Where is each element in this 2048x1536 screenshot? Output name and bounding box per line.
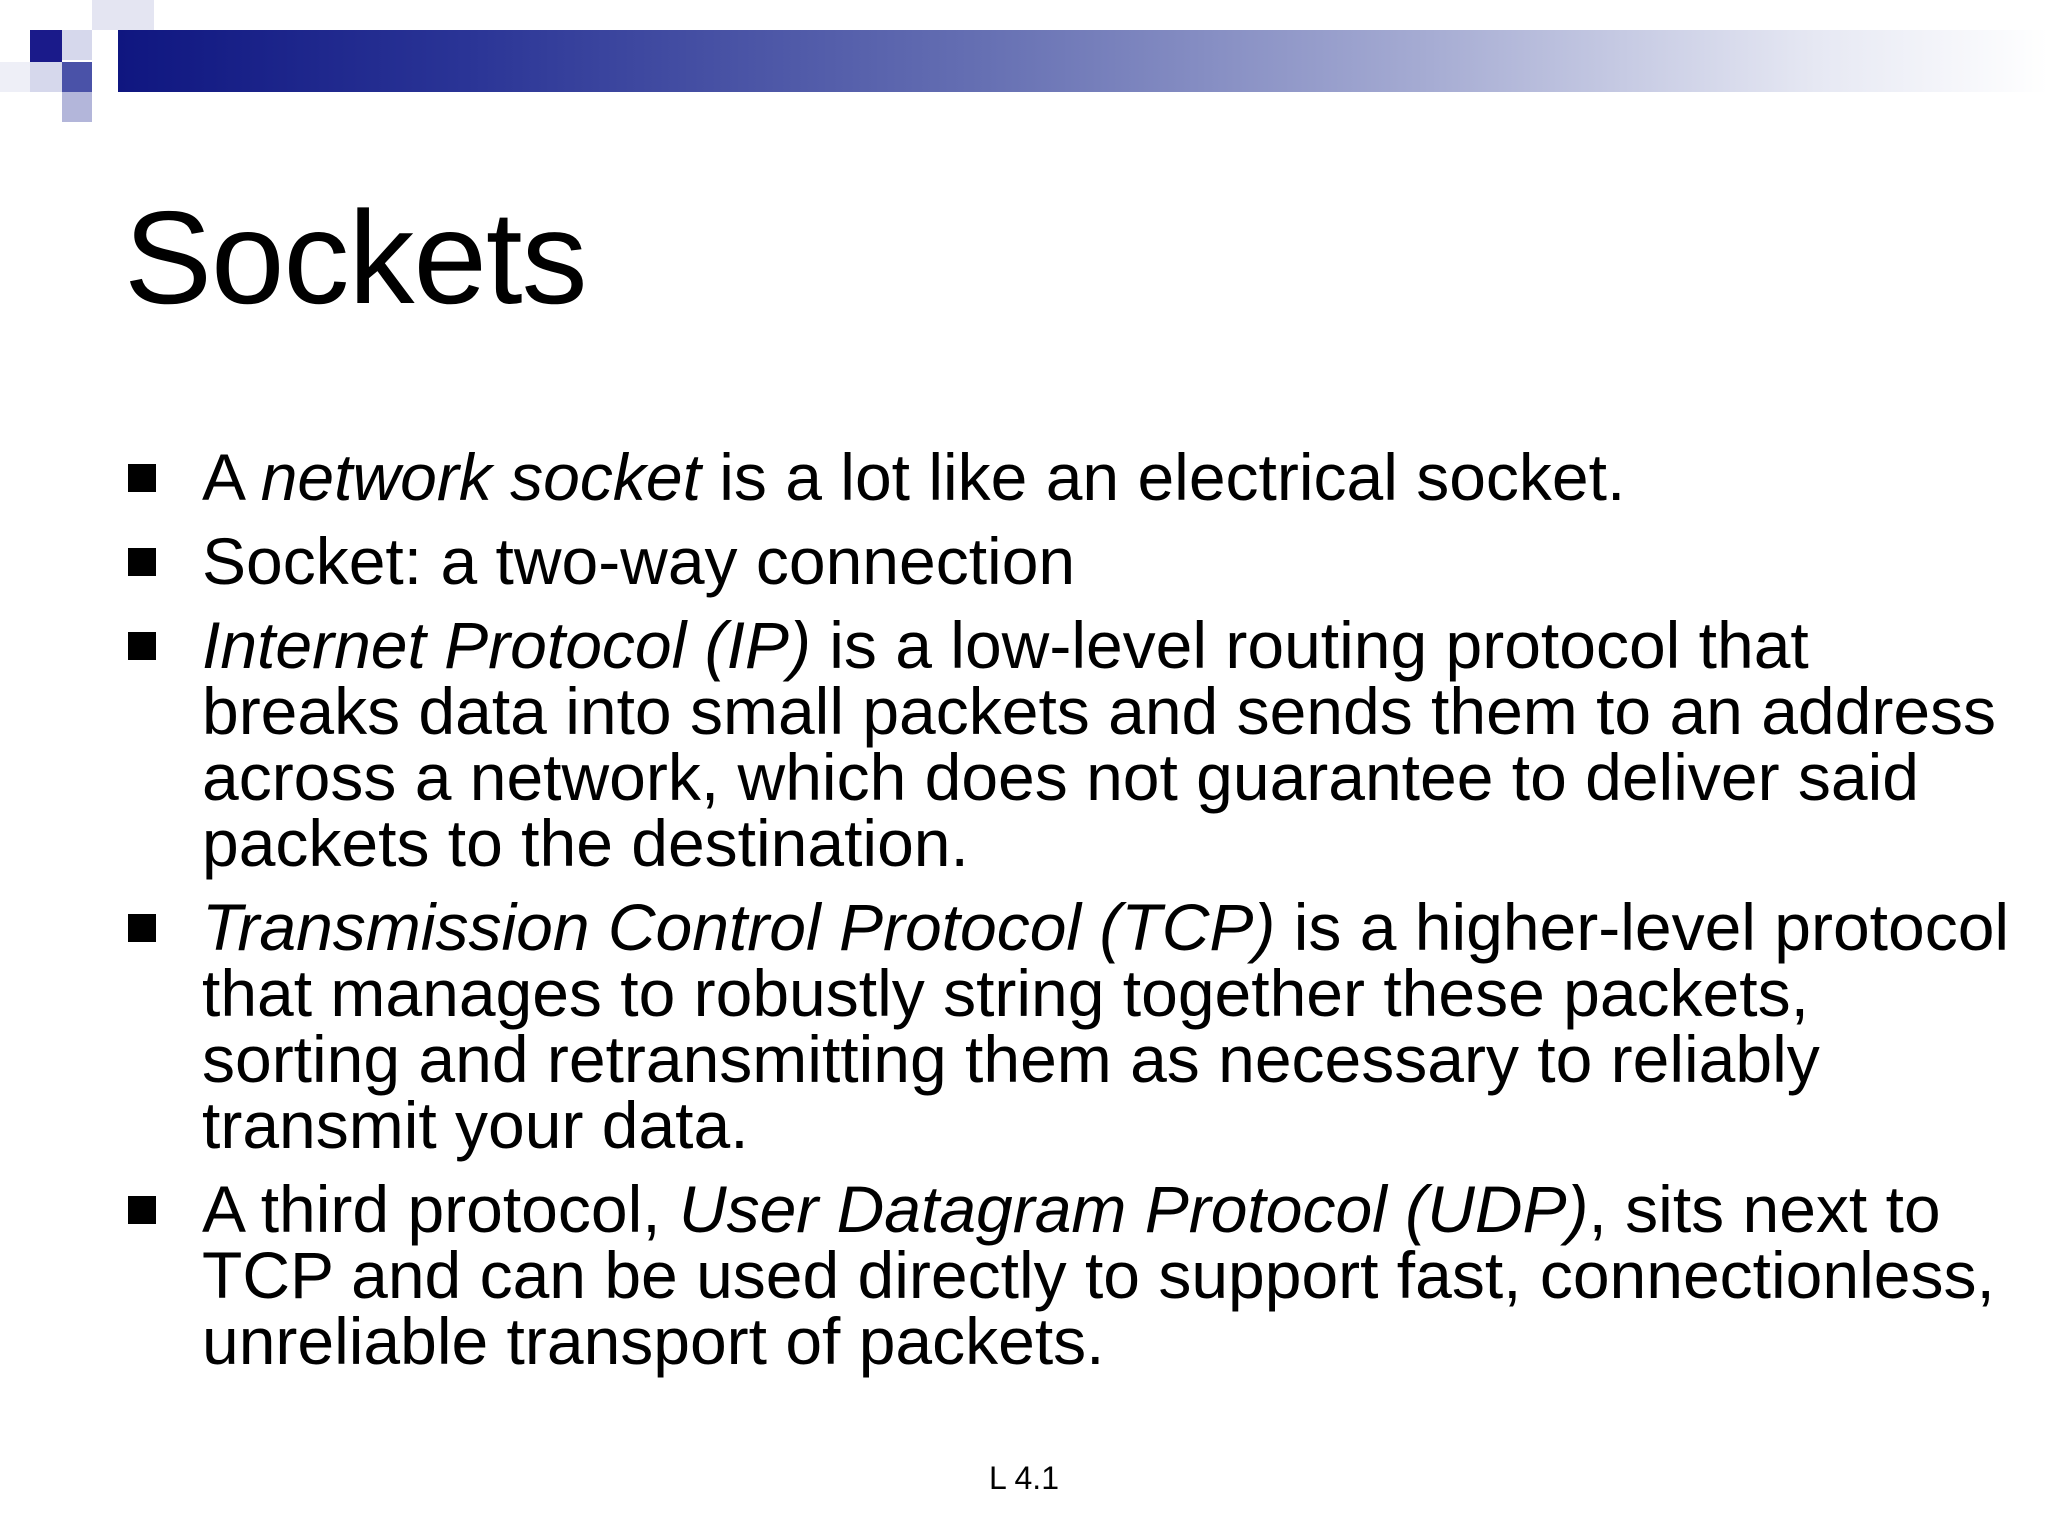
slide-title: Sockets [124, 184, 587, 331]
bullet-segment: is a lot like an electrical socket. [700, 440, 1626, 514]
bullet-text [202, 608, 1996, 880]
header-gradient-bar [118, 30, 2048, 92]
decor-square [0, 62, 30, 92]
square-bullet-icon [128, 632, 156, 660]
bullet-segment-italic: Internet Protocol (IP) [202, 608, 811, 682]
bullet-item [124, 608, 2024, 880]
square-bullet-icon [128, 914, 156, 942]
bullet-segment: , sits next to TCP and can be used directly to support fast, connectionless, unreliable transport of packets. [202, 1172, 1995, 1378]
decor-square [30, 62, 62, 92]
slide-number: L 4.1 [989, 1460, 1059, 1496]
bullet-segment: is a low-level routing protocol that breaks data into small packets and sends them to an address across a network, which does not guarantee to deliver said packets to the destination. [202, 608, 1997, 880]
decor-square [62, 30, 92, 60]
bullet-text [202, 440, 1625, 514]
bullet-segment: A third protocol, [202, 1172, 679, 1246]
bullet-list [124, 440, 2024, 1392]
bullet-text [202, 890, 2009, 1162]
bullet-item [124, 890, 2024, 1162]
bullet-item [124, 440, 2024, 514]
bullet-text [202, 1172, 1995, 1378]
square-bullet-icon [128, 464, 156, 492]
bullet-text [202, 524, 1075, 598]
bullet-segment: A [202, 440, 261, 514]
decor-square [0, 0, 30, 30]
square-bullet-icon [128, 1196, 156, 1224]
bullet-item [124, 1172, 2024, 1378]
square-bullet-icon [128, 548, 156, 576]
decor-square [62, 92, 92, 122]
decor-square [92, 30, 118, 92]
bullet-item [124, 524, 2024, 598]
bullet-segment-italic: Transmission Control Protocol (TCP) [202, 890, 1276, 964]
decor-square [30, 30, 62, 62]
decor-square [62, 62, 92, 92]
bullet-segment: is a higher-level protocol that manages to robustly string together these packets, sorting and retransmitting them as necessary to reliably transmit your data. [202, 890, 2010, 1162]
decor-square [92, 0, 154, 30]
bullet-segment-italic: User Datagram Protocol (UDP) [678, 1172, 1589, 1246]
bullet-segment-italic: network socket [260, 440, 701, 514]
bullet-segment: Socket: a two-way connection [202, 524, 1076, 598]
